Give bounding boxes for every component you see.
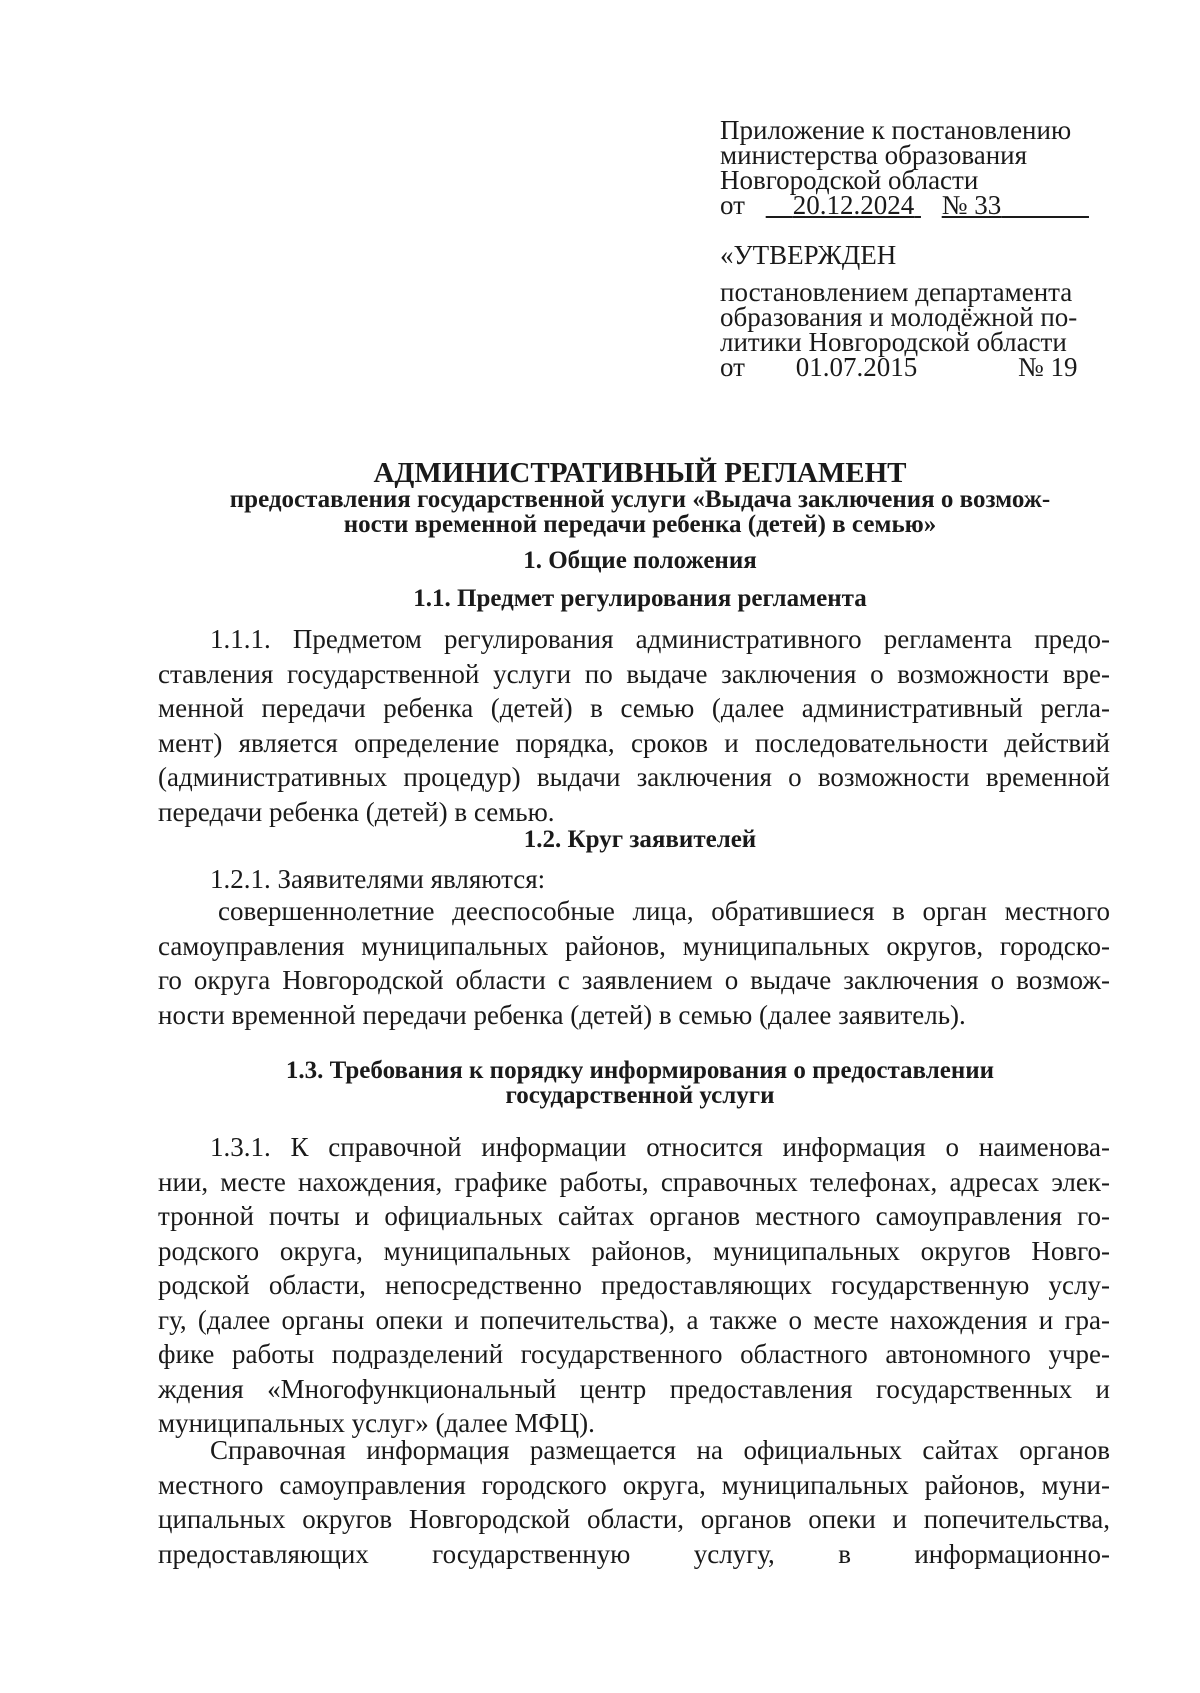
approved-date: 01.07.2015 [795, 352, 918, 382]
paragraph-line: самоуправления муниципальных районов, муниципальных округов, городско- [158, 930, 1110, 961]
heading-line: 1.3. Требования к порядку информирования о предоставлении [285, 1057, 995, 1084]
paragraph-line: 1.1.1. Предметом регулирования административного регламента предо- [210, 624, 1110, 654]
annex-line: Приложение к постановлению [720, 115, 1072, 145]
paragraph-line: фике работы подразделений государственного областного автономного учре- [158, 1339, 1110, 1369]
section-heading-1-3 [140, 1058, 1140, 1108]
annex-order-prefix: от [720, 190, 745, 220]
document-subtitle [140, 487, 1140, 537]
paragraph-line: муниципальных услуг» (далее МФЦ). [158, 1408, 595, 1438]
paragraph-1-2-1 [158, 894, 1110, 1032]
paragraph-line: ципальных округов Новгородской области, органов опеки и попечительства, [158, 1504, 1110, 1534]
approved-label: «УТВЕРЖДЕН [720, 240, 897, 270]
annex-line: Новгородской области [720, 165, 979, 195]
approved-number: № 19 [1017, 352, 1078, 382]
approved-header [720, 277, 1120, 382]
paragraph-line: ждения «Многофункциональный центр предоставления государственных и [158, 1373, 1110, 1404]
paragraph-line: 1.3.1. К справочной информации относится информация о наименова- [210, 1132, 1110, 1162]
paragraph-line: мент) является определение порядка, сроков и последовательности действий [158, 727, 1110, 758]
paragraph-line: менной передачи ребенка (детей) в семью (далее административный регла- [158, 693, 1110, 723]
paragraph-line: Справочная информация размещается на официальных сайтах органов [210, 1435, 1110, 1465]
section-heading-1: 1. Общие положения [523, 547, 757, 574]
heading-line: государственной услуги [505, 1082, 775, 1109]
paragraph-1-1-1 [158, 622, 1110, 829]
annex-order-line [720, 190, 1120, 220]
paragraph-line: местного самоуправления городского округа, муниципальных районов, муни- [158, 1469, 1110, 1500]
subtitle-line: предоставления государственной услуги «Выдача заключения о возмож- [229, 486, 1051, 513]
annex-line: министерства образования [720, 140, 1028, 170]
section-heading-1-1: 1.1. Предмет регулирования регламента [413, 585, 867, 612]
paragraph-line: совершеннолетние дееспособные лица, обратившиеся в орган местного [218, 896, 1110, 926]
section-heading-1-2: 1.2. Круг заявителей [523, 826, 757, 853]
paragraph-line: тронной почты и официальных сайтах органов местного самоуправления го- [158, 1201, 1110, 1231]
paragraph-line: передачи ребенка (детей) в семью. [158, 796, 555, 827]
paragraph-line: ности временной передачи ребенка (детей) в семью (далее заявитель). [158, 999, 966, 1030]
document-title: АДМИНИСТРАТИВНЫЙ РЕГЛАМЕНТ [373, 457, 907, 489]
paragraph-line: родского округа, муниципальных районов, муниципальных округов Новго- [158, 1235, 1110, 1266]
approved-line: литики Новгородской области [720, 327, 1067, 357]
subtitle-line: ности временной передачи ребенка (детей) в семью» [343, 511, 937, 538]
paragraph-line: ставления государственной услуги по выдаче заключения о возможности вре- [158, 658, 1110, 689]
paragraph-line: (административных процедур) выдачи заключения о возможности временной [158, 762, 1110, 792]
paragraph-line: родской области, непосредственно предоставляющих государственную услу- [158, 1270, 1110, 1300]
paragraph-line: предоставляющих государственную услугу, в информационно- [158, 1538, 1110, 1569]
paragraph-line: гу, (далее органы опеки и попечительства), а также о месте нахождения и гра- [158, 1304, 1110, 1335]
paragraph-line: 1.2.1. Заявителями являются: [210, 864, 546, 894]
approved-line: постановлением департамента [720, 277, 1073, 307]
approved-line: образования и молодёжной по- [720, 302, 1078, 332]
paragraph-line: нии, месте нахождения, графике работы, справочных телефонах, адресах элек- [158, 1166, 1110, 1197]
approved-order-line [720, 352, 1120, 382]
paragraph-1-3-2 [158, 1433, 1110, 1571]
annex-order-date: 20.12.2024 [792, 190, 915, 220]
paragraph-1-2-1-head [158, 862, 1110, 897]
paragraph-line: го округа Новгородской области с заявлением о выдаче заключения о возмож- [158, 965, 1110, 995]
annex-order-date-underline [766, 190, 921, 220]
annex-header [720, 115, 1120, 220]
annex-order-number: № 33 [941, 190, 1002, 220]
paragraph-1-3-1 [158, 1130, 1110, 1441]
approved-prefix: от [720, 352, 745, 382]
